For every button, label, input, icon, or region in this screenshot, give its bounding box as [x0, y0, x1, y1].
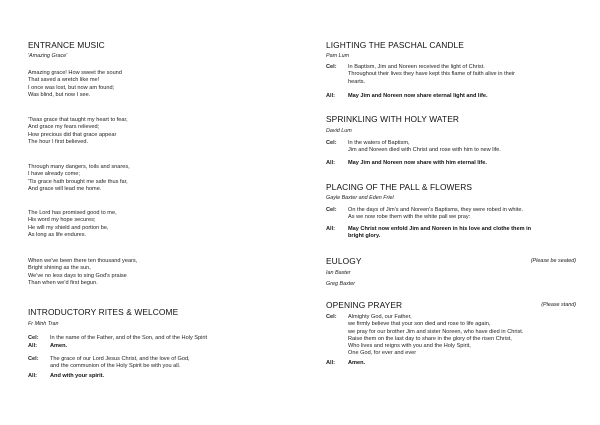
hymn-line: Was blind, but now I see.: [28, 91, 91, 98]
eulogy-speaker: Ian Baxter: [326, 270, 351, 276]
response-line-all: [326, 360, 576, 367]
response-text: The grace of our Lord Jesus Christ, and the love of God,: [50, 356, 190, 362]
speaker-label: Cel:: [326, 314, 337, 320]
response-text: Amen.: [348, 360, 366, 366]
hymn-line: He will my shield and portion be,: [28, 224, 109, 231]
response-line-all: [28, 343, 290, 350]
hymn-line: How precious did that grace appear: [28, 131, 117, 138]
response-text: On the days of Jim's and Noreen's Baptisms, they were robed in white.: [348, 207, 524, 213]
hymn-line: Through many dangers, toils and snares,: [28, 164, 130, 170]
response-text: we firmly believe that your son died and rose to life again,: [348, 321, 491, 328]
opening-prayer-instruction: (Please stand): [541, 302, 576, 308]
hymn-line: As long as life endures.: [28, 231, 87, 238]
eulogy-speaker: Greg Baxter: [326, 281, 356, 287]
hymn-line: That saved a wretch like me!: [28, 77, 100, 84]
hymn-line: And grace will lead me home.: [28, 185, 102, 192]
hymn-line: We've no less days to sing God's praise: [28, 272, 127, 279]
response-text: Almighty God, our Father,: [348, 314, 412, 320]
response-text: May Jim and Noreen now share eternal light and life.: [348, 93, 488, 99]
paschal-candle-attribution: Pam Lum: [326, 53, 350, 59]
hymn-line: 'Tis grace hath brought me safe thus far,: [28, 178, 128, 185]
response-line-celebrant: [326, 140, 576, 155]
speaker-label: Cel:: [28, 335, 39, 341]
hymn-line: 'Twas grace that taught my heart to fear,: [28, 117, 128, 123]
speaker-label: All:: [326, 93, 336, 99]
introductory-rites-heading: INTRODUCTORY RITES & WELCOME: [28, 307, 179, 317]
opening-prayer-heading: OPENING PRAYER: [326, 300, 403, 310]
response-line-celebrant: [28, 356, 290, 371]
eulogy-instruction: (Please be seated): [530, 258, 576, 264]
speaker-label: All:: [326, 160, 336, 166]
speaker-label: All:: [28, 373, 38, 379]
speaker-label: All:: [326, 226, 336, 232]
response-text: Throughout their lives they have kept this flame of faith alive in their: [348, 71, 515, 78]
hymn-line: The Lord has promised good to me,: [28, 210, 117, 216]
response-text: Amen.: [50, 343, 68, 349]
paschal-candle-heading: LIGHTING THE PASCHAL CANDLE: [326, 40, 464, 50]
pall-flowers-heading: PLACING OF THE PALL & FLOWERS: [326, 182, 473, 192]
introductory-rites-presider: Fr Minh Tran: [28, 321, 59, 327]
entrance-music-title: 'Amazing Grace': [28, 53, 68, 59]
response-text: Raise them on the last day to share in the glory of the risen Christ,: [348, 335, 512, 342]
response-text: In the name of the Father, and of the Son, and of the Holy Spirit: [50, 335, 208, 341]
entrance-music-heading: ENTRANCE MUSIC: [28, 40, 105, 50]
response-line-celebrant: [326, 207, 576, 222]
response-text: As we now robe them with the white pall we pray:: [348, 214, 471, 221]
response-line-all: [326, 93, 576, 100]
response-text: One God, for ever and ever: [348, 350, 417, 357]
response-text: Jim and Noreen died with Christ and rose with him to new life.: [348, 147, 501, 154]
hymn-line: I have already come;: [28, 171, 80, 178]
response-line-all: [326, 160, 576, 167]
response-text: May Christ now enfold Jim and Noreen in his love and clothe them in: [348, 226, 532, 232]
hymn-line: Bright shining as the sun,: [28, 265, 91, 272]
response-text: we pray for our brother Jim and sister Noreen, who have died in Christ.: [348, 328, 524, 335]
holy-water-attribution: David Lum: [326, 128, 352, 134]
eulogy-heading: EULOGY: [326, 256, 362, 266]
speaker-label: Cel:: [326, 207, 337, 213]
hymn-stanza-5: [28, 258, 137, 287]
speaker-label: Cel:: [326, 64, 337, 70]
hymn-line: Than when we'd first begun.: [28, 279, 98, 286]
response-text: May Jim and Noreen now share with him eternal life.: [348, 160, 487, 166]
speaker-label: All:: [326, 360, 336, 366]
response-text: Who lives and reigns with you and the Holy Spirit,: [348, 343, 471, 350]
hymn-line: Amazing grace! How sweet the sound: [28, 70, 122, 76]
speaker-label: Cel:: [28, 356, 39, 362]
hymn-line: When we've been there ten thousand years,: [28, 258, 138, 264]
pall-flowers-attribution: Gayle Baxter and Eden Friel: [326, 195, 394, 201]
response-line-celebrant: [28, 335, 290, 342]
response-line-all: [28, 373, 290, 380]
response-text: And with your spirit.: [50, 373, 105, 379]
response-line-celebrant: [326, 314, 576, 358]
response-text: hearts.: [348, 78, 366, 85]
holy-water-heading: SPRINKLING WITH HOLY WATER: [326, 114, 460, 124]
hymn-line: And grace my fears relieved;: [28, 124, 100, 131]
hymn-stanza-2: [28, 117, 128, 146]
hymn-stanza-1: [28, 70, 122, 99]
hymn-stanza-4: [28, 210, 117, 239]
hymn-line: His word my hope secures;: [28, 217, 96, 224]
response-text: In the waters of Baptism,: [348, 140, 410, 146]
response-text: bright glory.: [348, 233, 381, 240]
response-line-all: [326, 226, 576, 241]
response-line-celebrant: [326, 64, 576, 86]
speaker-label: All:: [28, 343, 38, 349]
hymn-line: I once was lost, but now am found;: [28, 84, 115, 91]
hymn-stanza-3: [28, 164, 130, 193]
speaker-label: Cel:: [326, 140, 337, 146]
hymn-line: The hour I first believed.: [28, 138, 89, 145]
response-text: and the communion of the Holy Spirit be with you all.: [50, 363, 181, 370]
response-text: In Baptism, Jim and Noreen received the light of Christ.: [348, 64, 485, 70]
